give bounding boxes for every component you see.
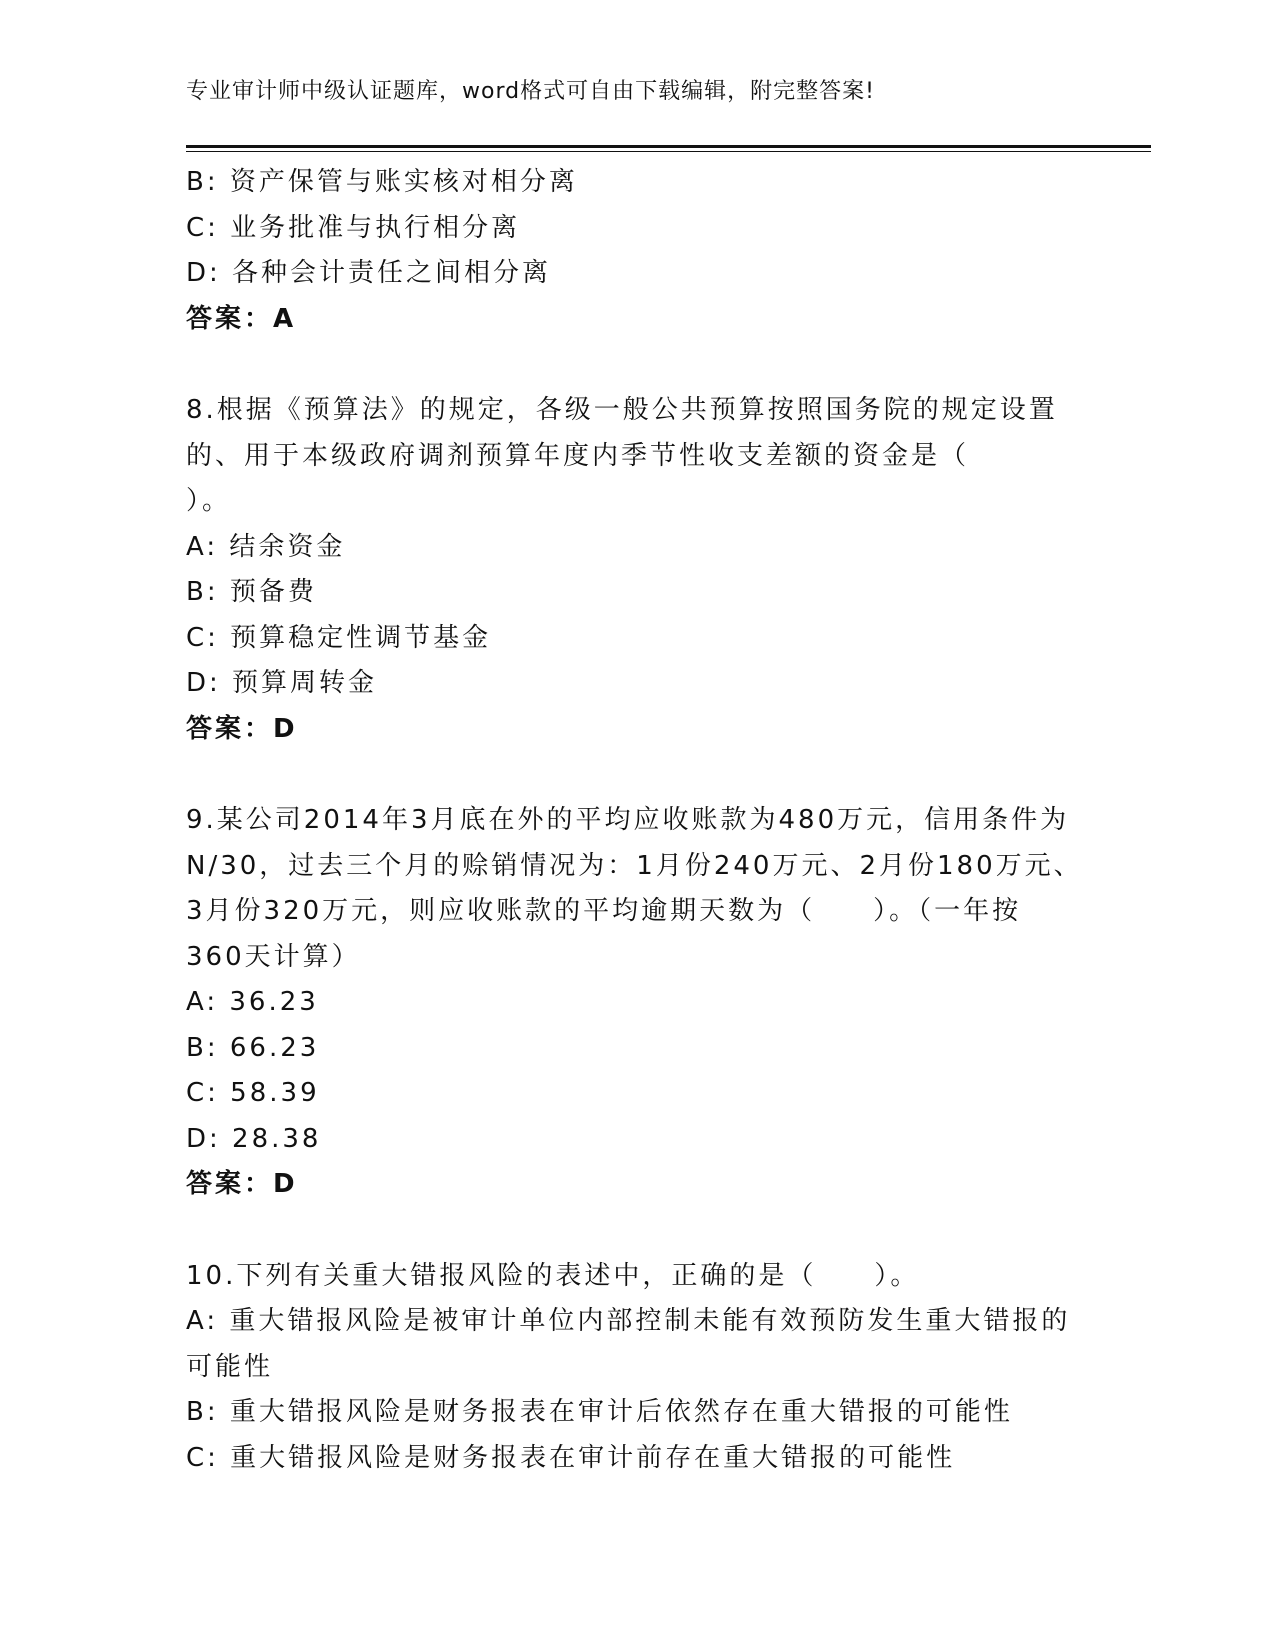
question-text-line: ）。 (186, 486, 232, 516)
option-item: C: 重大错报风险是财务报表在审计前存在重大错报的可能性 (186, 1442, 956, 1473)
question-content (186, 160, 1083, 1481)
option-item: D: 各种会计责任之间相分离 (186, 258, 552, 288)
question-text-line: 10.下列有关重大错报风险的表述中，正确的是（ ）。 (186, 1260, 920, 1291)
question-text-line: 9.某公司2014年3月底在外的平均应收账款为480万元，信用条件为 (186, 805, 1070, 835)
option-item: A: 结余资金 (186, 531, 346, 562)
option-item: C: 58.39 (186, 1078, 320, 1108)
option-item: B: 资产保管与账实核对相分离 (186, 167, 578, 197)
option-item: D: 预算周转金 (186, 668, 378, 698)
block-gap (186, 342, 1076, 388)
page-header: 专业审计师中级认证题库，word格式可自由下载编辑，附完整答案! (186, 79, 875, 104)
answer-line: 答案：D (186, 1169, 298, 1199)
question-text-line: 的、用于本级政府调剂预算年度内季节性收支差额的资金是（ (186, 440, 970, 471)
option-item: D: 28.38 (186, 1123, 322, 1154)
question-text-line: N/30，过去三个月的赊销情况为：1月份240万元、2月份180万元、 (186, 850, 1083, 881)
option-item: C: 业务批准与执行相分离 (186, 212, 521, 243)
header-rule-thick (186, 145, 1151, 148)
answer-line: 答案：D (186, 713, 298, 744)
option-item: A: 36.23 (186, 987, 319, 1017)
block-gap (186, 752, 1076, 798)
question-block (186, 388, 1076, 752)
option-item: B: 预备费 (186, 577, 317, 607)
question-block (186, 798, 1083, 1208)
header-rule-thin (186, 151, 1151, 152)
option-item: 可能性 (186, 1351, 274, 1382)
question-block (186, 1254, 1076, 1482)
option-item: A: 重大错报风险是被审计单位内部控制未能有效预防发生重大错报的 (186, 1306, 1071, 1336)
question-text-line: 8.根据《预算法》的规定，各级一般公共预算按照国务院的规定设置 (186, 395, 1058, 425)
option-item: B: 重大错报风险是财务报表在审计后依然存在重大错报的可能性 (186, 1397, 1013, 1427)
block-gap (186, 1208, 1076, 1254)
question-block (186, 160, 1076, 342)
option-item: B: 66.23 (186, 1032, 320, 1063)
answer-line: 答案：A (186, 303, 297, 334)
question-text-line: 3月份320万元，则应收账款的平均逾期天数为（ ）。（一年按 (186, 896, 1022, 926)
question-text-line: 360天计算） (186, 941, 361, 972)
option-item: C: 预算稳定性调节基金 (186, 622, 492, 653)
